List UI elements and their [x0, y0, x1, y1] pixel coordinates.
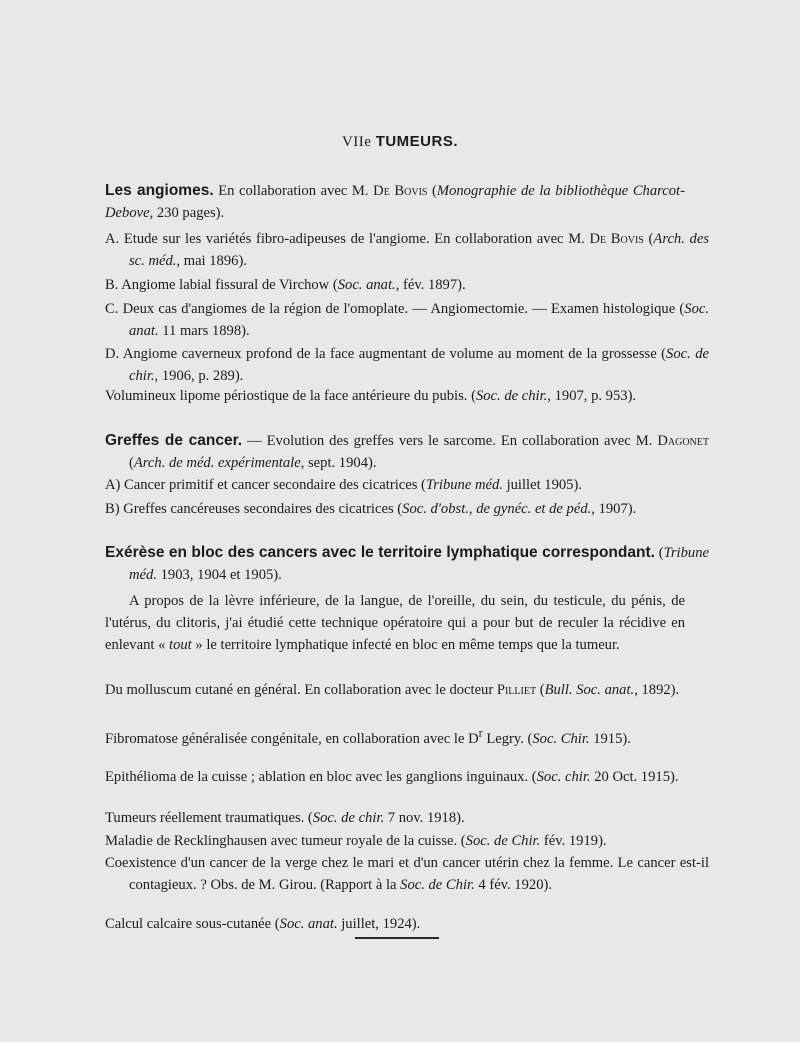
entry-fibromatose: Fibromatose généralisée congénitale, en collaboration avec le $D^r$ Legry. (Soc. Chir. 1915).	[105, 726, 631, 747]
entry-epithelioma: Epithélioma de la cuisse ; ablation en bloc avec les ganglions inguinaux. (Soc. chir. 20 Oct. 1915).	[105, 769, 679, 785]
entry-recklinghausen: Maladie de Recklinghausen avec tumeur royale de la cuisse. (Soc. de Chir. fév. 1919).	[105, 833, 607, 849]
entry-angiome-d: D. Angiome caverneux profond de la face augmentant de volume au moment de la grossesse (Soc. de chir., 1906, p. 289).	[105, 346, 709, 384]
end-rule	[355, 937, 439, 939]
entry-lipome: Volumineux lipome périostique de la face antérieure du pubis. (Soc. de chir., 1907, p. 953).	[105, 388, 637, 404]
entry-heading: Les angiomes.	[105, 182, 214, 199]
citation: Soc. de Chir.	[465, 833, 541, 849]
citation: Soc. Chir.	[532, 730, 590, 747]
section-number: VIIe	[341, 134, 372, 150]
entry-greffes-a: A) Cancer primitif et cancer secondaire des cicatrices (Tribune méd. juillet 1905).	[105, 477, 582, 493]
author-name: De Bovis	[589, 231, 644, 247]
entry-angiome-a: A. Etude sur les variétés fibro-adipeuses de l'angiome. En collaboration avec M. De Bovis (Arch. des sc. méd., mai 1896).	[105, 231, 709, 269]
author-name: Pilliet	[496, 682, 537, 698]
citation: Soc. anat.	[129, 301, 709, 339]
section-title: TUMEURS.	[375, 133, 459, 150]
citation: Soc. de chir.	[475, 388, 548, 404]
entry-heading: Greffes de cancer.	[105, 432, 243, 449]
citation: Monographie de la bibliothèque Charcot-Debove	[105, 183, 685, 221]
citation: Bull. Soc. anat.	[544, 682, 635, 698]
entry-exerese-en-bloc: Exérèse en bloc des cancers avec le territoire lymphatique correspondant. (Tribune méd. 1903, 1904 et 1905).	[105, 544, 709, 583]
entry-angiome-b: B. Angiome labial fissural de Virchow (Soc. anat., fév. 1897).	[105, 277, 466, 293]
entry-angiomes: Les angiomes. En collaboration avec M. De Bovis (Monographie de la bibliothèque Charcot-Debove, 230 pages).	[105, 182, 685, 221]
entry-heading: Exérèse en bloc des cancers avec le territoire lymphatique correspondant.	[105, 544, 655, 561]
citation: Arch. des sc. méd.	[129, 231, 709, 269]
exerese-description: A propos de la lèvre inférieure, de la langue, de l'oreille, du sein, du testicule, du pénis, de l'utérus, du clitoris, j'ai étudié cette technique opératoire qui a pour but de reculer la récidive en enlevant « tout » le territoire lymphatique infecté en bloc en même temps que la tumeur.	[105, 593, 685, 653]
citation: Soc. de chir.	[312, 810, 385, 826]
entry-greffes-de-cancer: Greffes de cancer. — Evolution des greffes vers le sarcome. En collaboration avec M. Dagonet (Arch. de méd. expérimentale, sept. 1904).	[105, 432, 709, 471]
entry-calcul-calcaire: Calcul calcaire sous-cutanée (Soc. anat. juillet, 1924).	[105, 916, 421, 932]
citation: Soc. de Chir.	[400, 877, 475, 893]
citation: Tribune méd.	[425, 477, 503, 493]
citation: Soc. chir.	[536, 769, 591, 785]
citation: Arch. de méd. expérimentale	[133, 455, 301, 471]
author-name: Dagonet	[657, 433, 709, 449]
entry-greffes-b: B) Greffes cancéreuses secondaires des cicatrices (Soc. d'obst., de gynéc. et de péd., 1907).	[105, 501, 637, 517]
author-name: De Bovis	[373, 183, 428, 199]
entry-molluscum: Du molluscum cutané en général. En collaboration avec le docteur Pilliet (Bull. Soc. anat., 1892).	[105, 682, 680, 698]
citation: Soc. de chir.	[129, 346, 709, 384]
citation: Tribune méd.	[129, 545, 709, 583]
section-heading	[0, 133, 800, 151]
citation: de gynéc. et de péd.	[476, 501, 592, 517]
entry-coexistence: Coexistence d'un cancer de la verge chez le mari et d'un cancer utérin chez la femme. Le cancer est-il contagieux. ? Obs. de M. Girou. (Rapport à la Soc. de Chir. 4 fév. 1920).	[105, 855, 709, 893]
entry-angiome-c: C. Deux cas d'angiomes de la région de l'omoplate. — Angiomectomie. — Examen histologique (Soc. anat. 11 mars 1898).	[105, 301, 709, 339]
citation: Soc. anat.	[337, 277, 396, 293]
entry-tumeurs-traumatiques: Tumeurs réellement traumatiques. (Soc. de chir. 7 nov. 1918).	[105, 810, 465, 826]
citation: Soc. anat.	[279, 916, 338, 932]
citation: Soc. d'obst.	[402, 501, 469, 517]
